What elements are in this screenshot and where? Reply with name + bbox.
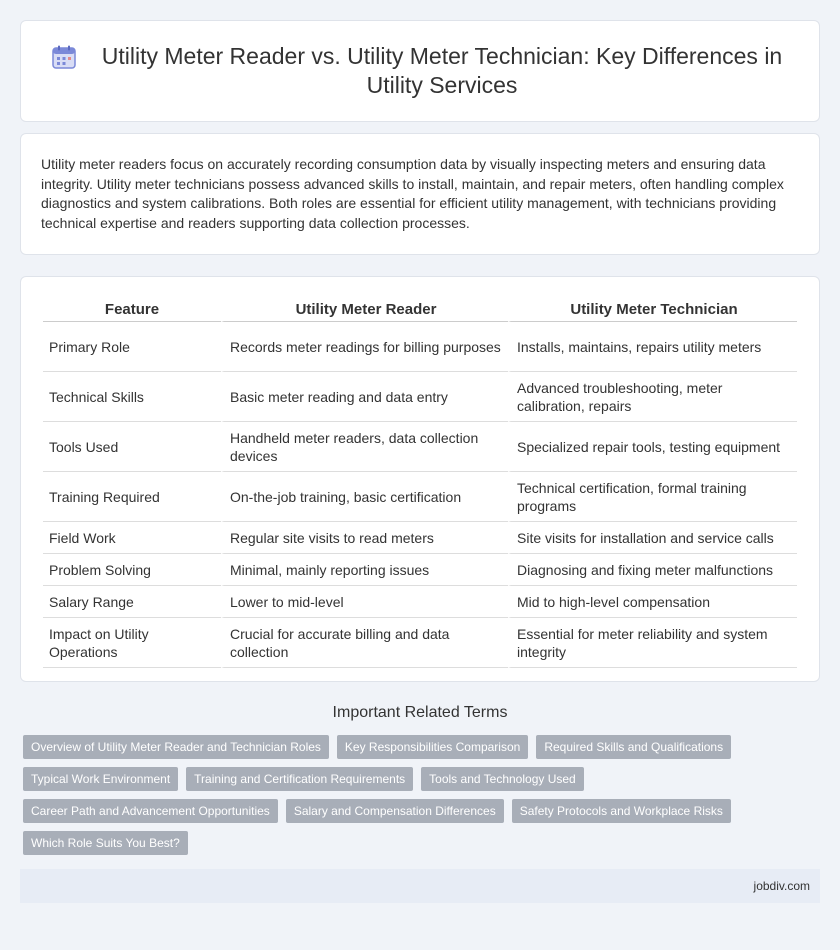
table-row: [43, 422, 797, 472]
reader-cell: Lower to mid-level: [221, 586, 508, 618]
table-row: [43, 554, 797, 586]
intro-text: Utility meter readers focus on accurately recording consumption data by visually inspecting meters and ensuring data integrity. Utility meter technicians possess advanced skills to install, maintain, and repair meters, often handling complex diagnostics and system calibrations. Both roles are essential for efficient utility management, with technicians providing technical expertise and readers supporting data collection processes.: [41, 156, 784, 231]
related-tag[interactable]: Typical Work Environment: [23, 767, 178, 791]
technician-cell: Essential for meter reliability and system integrity: [508, 618, 797, 668]
header-feature: Feature: [43, 297, 221, 322]
related-tag[interactable]: Key Responsibilities Comparison: [337, 735, 528, 759]
table-row: [43, 618, 797, 668]
technician-cell: Technical certification, formal training programs: [508, 472, 797, 522]
table-row: [43, 522, 797, 554]
reader-cell: Basic meter reading and data entry: [221, 372, 508, 422]
technician-cell: Diagnosing and fixing meter malfunctions: [508, 554, 797, 586]
table-header-row: [43, 297, 797, 322]
related-tag[interactable]: Tools and Technology Used: [421, 767, 584, 791]
technician-cell: Advanced troubleshooting, meter calibration, repairs: [508, 372, 797, 422]
related-tags: [20, 735, 820, 855]
table-row: [43, 322, 797, 372]
reader-cell: Minimal, mainly reporting issues: [221, 554, 508, 586]
technician-cell: Specialized repair tools, testing equipment: [508, 422, 797, 472]
feature-cell: Technical Skills: [43, 372, 221, 422]
table-row: [43, 472, 797, 522]
related-terms-section: [0, 704, 840, 722]
calendar-icon: [51, 44, 77, 70]
header-reader: Utility Meter Reader: [221, 297, 508, 322]
table-row: [43, 372, 797, 422]
related-tag[interactable]: Required Skills and Qualifications: [536, 735, 731, 759]
related-terms-title: Important Related Terms: [332, 704, 508, 721]
related-tag[interactable]: Which Role Suits You Best?: [23, 831, 188, 855]
page-header: [20, 20, 820, 122]
header-technician: Utility Meter Technician: [508, 297, 797, 322]
technician-cell: Mid to high-level compensation: [508, 586, 797, 618]
related-tag[interactable]: Training and Certification Requirements: [186, 767, 413, 791]
technician-cell: Installs, maintains, repairs utility meters: [508, 322, 797, 372]
feature-cell: Problem Solving: [43, 554, 221, 586]
reader-cell: On-the-job training, basic certification: [221, 472, 508, 522]
feature-cell: Impact on Utility Operations: [43, 618, 221, 668]
page-title: Utility Meter Reader vs. Utility Meter Technician: Key Differences in Utility Services: [101, 43, 783, 98]
reader-cell: Handheld meter readers, data collection devices: [221, 422, 508, 472]
footer: [20, 869, 820, 903]
related-tag[interactable]: Safety Protocols and Workplace Risks: [512, 799, 731, 823]
footer-site[interactable]: jobdiv.com: [753, 879, 810, 893]
related-tag[interactable]: Career Path and Advancement Opportunities: [23, 799, 278, 823]
intro-card: [20, 133, 820, 255]
feature-cell: Training Required: [43, 472, 221, 522]
reader-cell: Regular site visits to read meters: [221, 522, 508, 554]
technician-cell: Site visits for installation and service calls: [508, 522, 797, 554]
reader-cell: Crucial for accurate billing and data collection: [221, 618, 508, 668]
feature-cell: Salary Range: [43, 586, 221, 618]
table-row: [43, 586, 797, 618]
comparison-table: [43, 297, 797, 668]
related-tag[interactable]: Salary and Compensation Differences: [286, 799, 504, 823]
feature-cell: Field Work: [43, 522, 221, 554]
feature-cell: Tools Used: [43, 422, 221, 472]
comparison-card: [20, 276, 820, 682]
reader-cell: Records meter readings for billing purposes: [221, 322, 508, 372]
related-tag[interactable]: Overview of Utility Meter Reader and Technician Roles: [23, 735, 329, 759]
feature-cell: Primary Role: [43, 322, 221, 372]
